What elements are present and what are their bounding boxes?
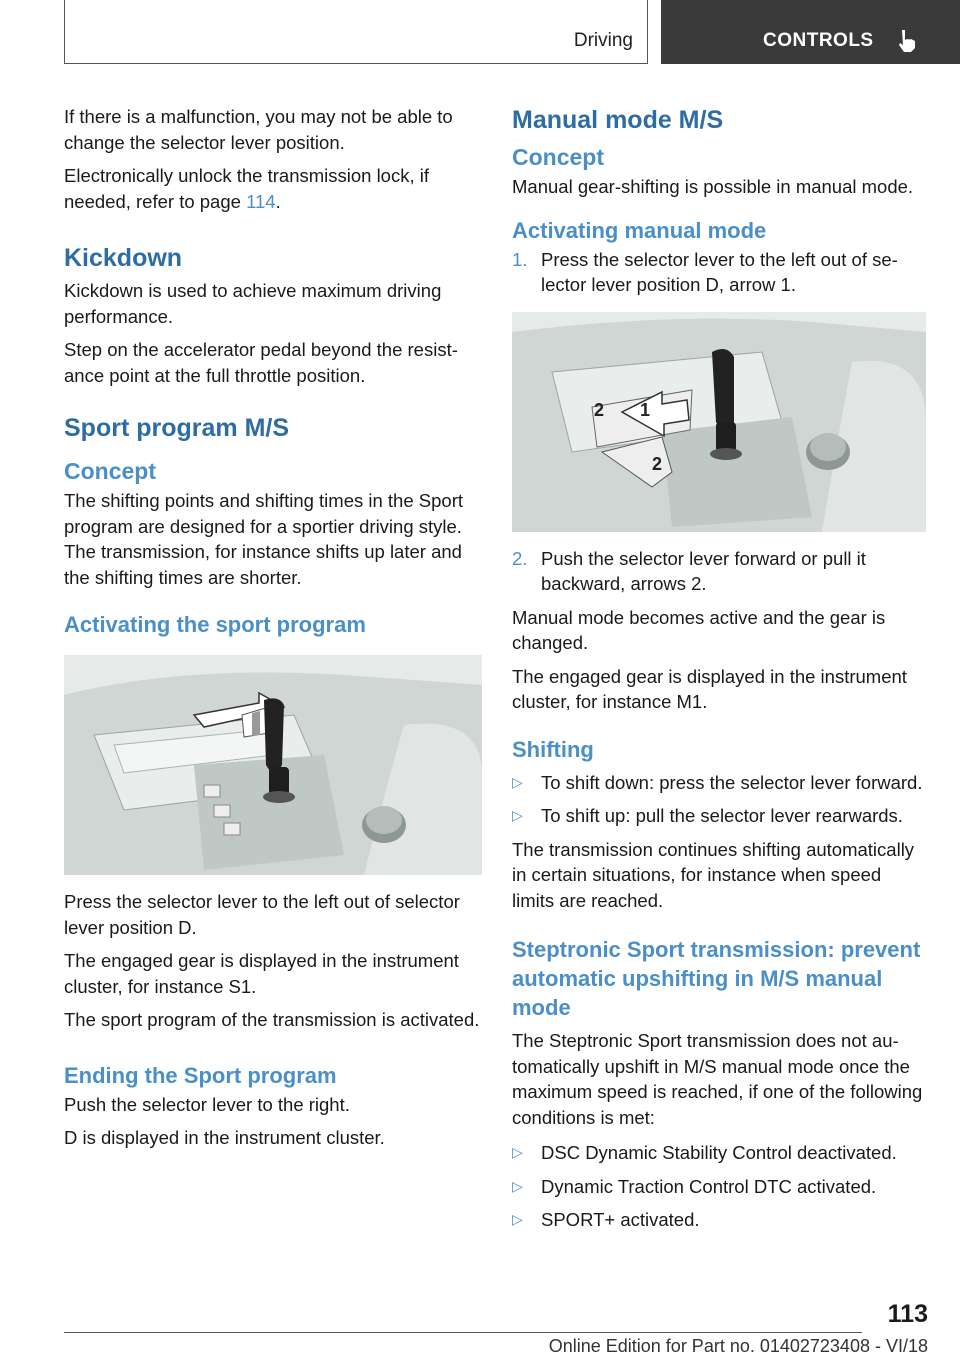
manual-concept-heading: Concept [512, 144, 604, 170]
step-2-text: Push the selector lever forward or pull it backward, arrows 2. [541, 547, 866, 594]
footer-edition: Online Edition for Part no. 01402723408 - VI/18 [548, 1336, 928, 1356]
manual-concept-paragraph: Manual gear-shifting is possible in manual mode. [512, 176, 914, 197]
ending-paragraph-1: Push the selector lever to the right. [64, 1093, 350, 1115]
after-figure-paragraph-2: The engaged gear is displayed in the instrument cluster, for instance S1. [64, 950, 459, 997]
bullet-glyph: ▷ [512, 773, 523, 790]
hand-pointer-icon [893, 26, 921, 54]
step-1-number: 1. [512, 248, 528, 270]
shifting-heading: Shifting [512, 736, 594, 762]
right-column [512, 104, 926, 1241]
shift-down-text: To shift down: press the selector lever forward. [541, 771, 923, 793]
bullet-condition-3 [512, 1207, 926, 1233]
manual-active-paragraph: Manual mode becomes active and the gear is changed. [512, 606, 886, 653]
steptronic-paragraph: The Steptronic Sport transmission does not automatically upshift in M/S manual mode once the maximum speed is reached, if one of the following conditions is met: [512, 1030, 923, 1128]
after-figure-paragraph-1: Press the selector lever to the left out of selector lever position D. [64, 891, 460, 938]
page-number: 113 [887, 1300, 928, 1328]
bullet-glyph: ▷ [512, 1144, 523, 1160]
header-section-box [64, 0, 648, 64]
sport-program-figure [64, 655, 482, 875]
kickdown-heading: Kickdown [64, 244, 183, 272]
figure-label-2a: 2 [594, 399, 605, 420]
header-section-title: Driving [573, 30, 633, 51]
header-chapter-box [661, 0, 960, 64]
condition-1-text: DSC Dynamic Stability Control deactivated. [541, 1142, 897, 1163]
manual-mode-figure [512, 312, 926, 532]
bullet-condition-1 [512, 1140, 926, 1166]
steptronic-heading: Steptronic Sport transmission: prevent automatic upshifting in M/S manual mode [512, 937, 921, 1020]
activating-sport-heading: Activating the sport program [64, 612, 366, 637]
after-figure-paragraph-3: The sport program of the transmission is activated. [64, 1009, 480, 1030]
footer-divider [64, 1332, 862, 1333]
manual-mode-heading: Manual mode M/S [512, 106, 724, 134]
bullet-glyph: ▷ [512, 807, 523, 823]
bullet-shift-up [512, 803, 926, 829]
step-1-text: Press the selector lever to the left out of selector lever position D, arrow 1. [541, 248, 898, 295]
step-1 [512, 247, 926, 298]
sport-concept-heading: Concept [64, 458, 156, 484]
figure-label-2b: 2 [652, 453, 663, 474]
intro-paragraph-2: Electronically unlock the transmission lock, if needed, refer to page 114. [64, 165, 430, 212]
condition-2-text: Dynamic Traction Control DTC activated. [541, 1175, 877, 1197]
page-reference-link[interactable]: 114 [246, 190, 276, 212]
kickdown-paragraph-1: Kickdown is used to achieve maximum driving performance. [64, 280, 442, 327]
figure-label-1: 1 [640, 399, 651, 420]
kickdown-paragraph-2: Step on the accelerator pedal beyond the resistance point at the full throttle position. [64, 339, 458, 386]
ending-paragraph-2: D is displayed in the instrument cluster. [64, 1127, 385, 1148]
intro-paragraph-1: If there is a malfunction, you may not be able to change the selector lever position. [64, 106, 453, 153]
activating-manual-heading: Activating manual mode [512, 217, 767, 243]
shift-up-text: To shift up: pull the selector lever rearwards. [541, 805, 903, 826]
sport-concept-paragraph: The shifting points and shifting times in the Sport program are designed for a sportier driving style. The transmission, for instance shifts up later and the shifting times are shorter. [64, 490, 463, 588]
condition-3-text: SPORT+ activated. [541, 1209, 700, 1230]
step-2 [512, 546, 926, 597]
manual-displayed-paragraph: The engaged gear is displayed in the instrument cluster, for instance M1. [512, 665, 907, 712]
header-chapter-title: CONTROLS [763, 30, 874, 51]
sport-program-heading: Sport program M/S [64, 414, 290, 442]
continues-paragraph: The transmission continues shifting automatically in certain situations, for instance when speed limits are reached. [512, 838, 915, 911]
bullet-shift-down [512, 770, 926, 796]
step-2-number: 2. [512, 547, 528, 569]
left-column [64, 104, 482, 1159]
bullet-glyph: ▷ [512, 1211, 523, 1227]
bullet-glyph: ▷ [512, 1177, 523, 1194]
ending-sport-heading: Ending the Sport program [64, 1062, 337, 1088]
bullet-condition-2 [512, 1174, 926, 1200]
